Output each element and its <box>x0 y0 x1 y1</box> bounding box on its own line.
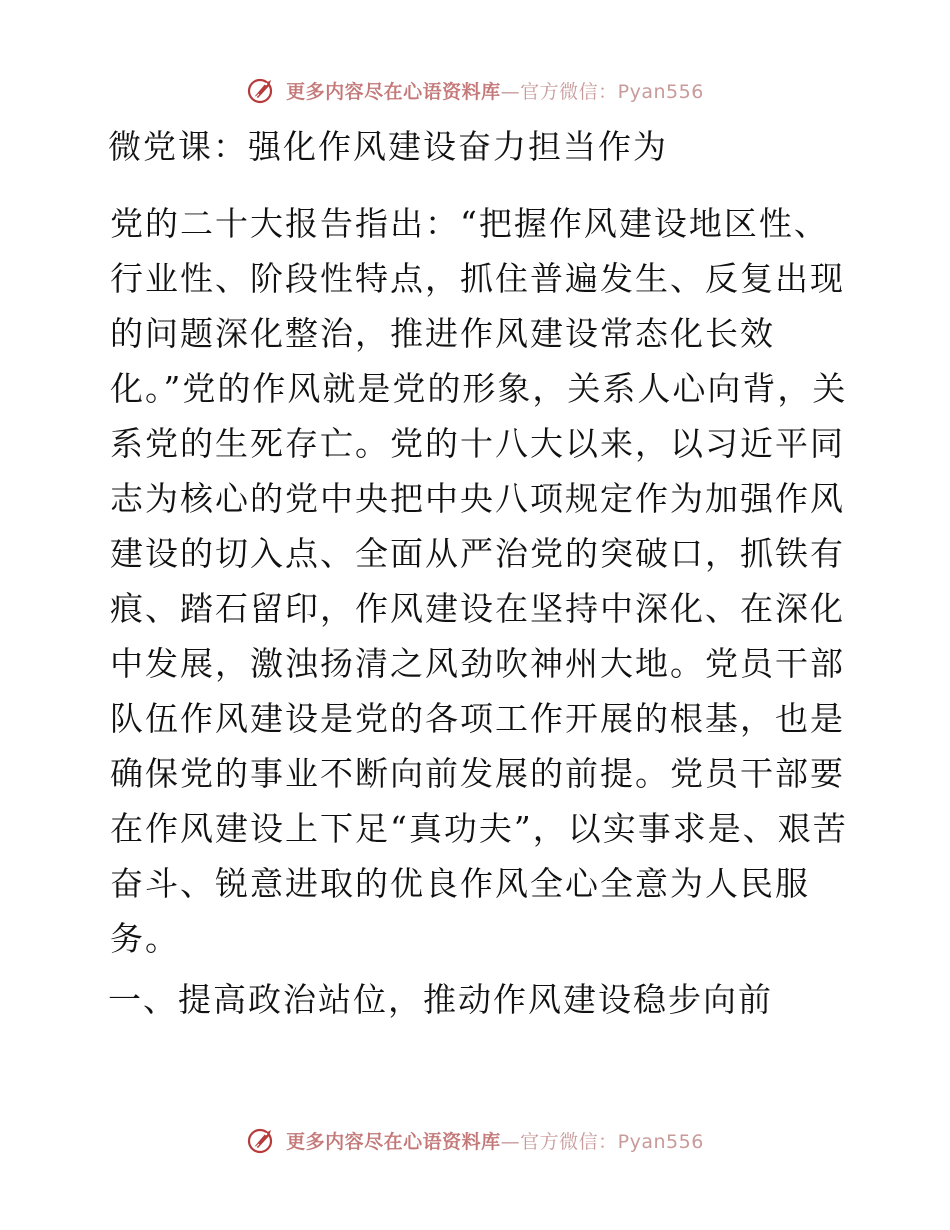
banner-bold-text: 更多内容尽在心语资料库 <box>286 1130 501 1153</box>
banner-bold-text: 更多内容尽在心语资料库 <box>286 80 501 103</box>
footer-banner <box>0 1120 950 1160</box>
body-paragraph: 党的二十大报告指出：“把握作风建设地区性、行业性、阶段性特点，抓住普遍发生、反复出现的问题深化整治，推进作风建设常态化长效化。”党的作风就是党的形象，关系人心向背，关系党的生死存亡。党的十八大以来，以习近平同志为核心的党中央把中央八项规定作为加强作风建设的切入点、全面从严治党的突破口，抓铁有痕、踏石留印，作风建设在坚持中深化、在深化中发展，激浊扬清之风劲吹神州大地。党员干部队伍作风建设是党的各项工作开展的根基，也是确保党的事业不断向前发展的前提。党员干部要在作风建设上下足“真功夫”，以实事求是、艰苦奋斗、锐意进取的优良作风全心全意为人民服务。 <box>110 204 848 958</box>
banner-wechat-text: —官方微信：Pyan556 <box>500 1130 704 1153</box>
header-banner <box>0 70 950 110</box>
document-body <box>100 196 860 966</box>
banner-text <box>286 1127 704 1154</box>
pen-nib-logo-icon <box>246 1124 278 1156</box>
pen-nib-logo-icon <box>246 74 278 106</box>
section-heading: 一、提高政治站位，推动作风建设稳步向前 <box>108 980 773 1019</box>
banner-wechat-text: —官方微信：Pyan556 <box>500 80 704 103</box>
document-title: 微党课：强化作风建设奋力担当作为 <box>108 127 668 166</box>
banner-text <box>286 77 704 104</box>
